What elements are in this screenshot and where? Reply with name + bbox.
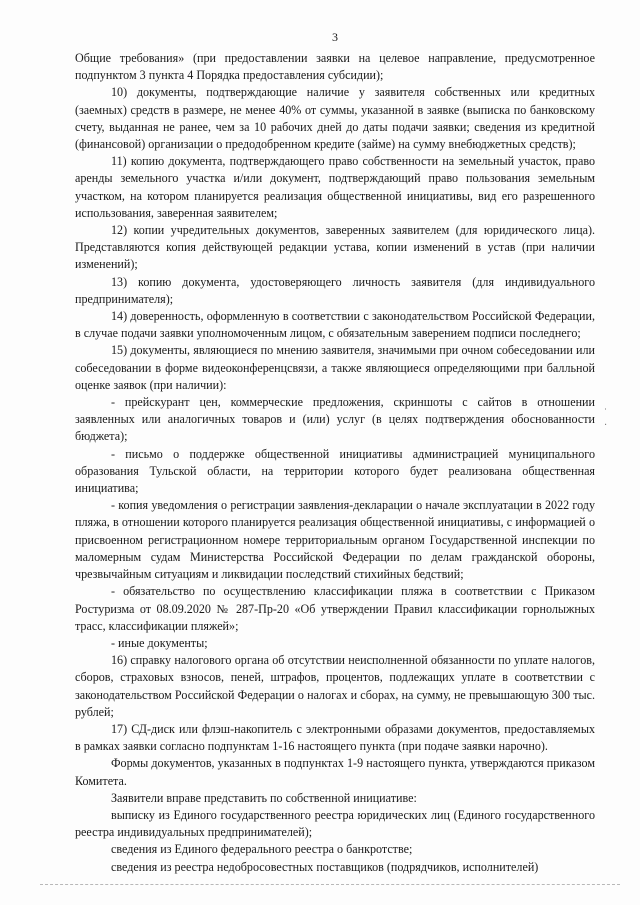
paragraph-item-11: 11) копию документа, подтверждающего право собственности на земельный участок, право аренды земельного участка и/или документ, подтверждающий право пользования земельным участком, на котором планируется реализация общественной инициативы, вид его разрешенного использования, заверенная заявителем; <box>75 154 595 220</box>
paragraph-item-17: 17) СД-диск или флэш-накопитель с электронными образами документов, предоставляемых в рамках заявки согласно подпунктам 1-16 настоящего пункта (при подаче заявки нарочно). <box>75 721 595 754</box>
paragraph-bankruptcy-register: сведения из Единого федерального реестра о банкротстве; <box>111 842 413 857</box>
page-number: 3 <box>332 30 338 44</box>
paragraph-sub-other-docs: - иные документы; <box>111 635 208 650</box>
paragraph-item-16: 16) справку налогового органа об отсутствии неисполненной обязанности по уплате налогов, сборов, страховых взносов, пеней, штрафов, процентов, подлежащих уплате в соответствии с законодательством Российской Федерации о налогах и сборах, на сумму, не превышающую 300 тыс. рублей; <box>75 653 595 719</box>
paragraph-item-14: 14) доверенность, оформленную в соответствии с законодательством Российской Федерации, в случае подачи заявки уполномоченным лицом, с обязательным заверением подписи последнего; <box>75 309 595 341</box>
paragraph-item-12: 12) копии учредительных документов, заверенных заявителем (для юридического лица). Представляются копия действующей редакции устава, копии изменений в устав (при наличии изменений); <box>75 223 595 272</box>
document-page <box>75 30 595 876</box>
scan-edge-noise <box>40 884 620 888</box>
paragraph-own-initiative: Заявители вправе представить по собственной инициативе: <box>111 790 417 805</box>
paragraph-sub-support-letter: - письмо о поддержке общественной инициативы администрацией муниципального образования Тульской области, на территории которого будет реализована общественная инициатива; <box>75 446 595 496</box>
paragraph-egrul-extract: выписку из Единого государственного реестра юридических лиц (Единого государственного реестра индивидуальных предпринимателей); <box>75 807 595 840</box>
paragraph-general-requirements: Общие требования» (при предоставлении заявки на целевое направление, предусмотренное подпунктом 3 пункта 4 Порядка предоставления субсидии); <box>75 51 595 83</box>
paragraph-sub-price-list: - прейскурант цен, коммерческие предложения, скриншоты с сайтов в отношении заявленных или аналогичных товаров и (или) услуг (в целях подтверждения обоснованности бюджета); <box>75 395 595 444</box>
paragraph-item-10: 10) документы, подтверждающие наличие у заявителя собственных или кредитных (заемных) средств в размере, не менее 40% от суммы, указанной в заявке (выписка по банковскому счету, выданная не ранее, чем за 10 рабочих дней до даты подачи заявки; сведения из кредитной (финансовой) организации о предодобренном кредите (займе) на сумму внебюджетных средств); <box>75 85 595 152</box>
paragraph-unfair-suppliers: сведения из реестра недобросовестных поставщиков (подрядчиков, исполнителей) <box>111 859 539 874</box>
paragraph-forms: Формы документов, указанных в подпунктах 1-9 настоящего пункта, утверждаются приказом Комитета. <box>75 756 595 788</box>
paragraph-sub-classification: - обязательство по осуществлению классификации пляжа в соответствии с Приказом Ростуризма от 08.09.2020 № 287-Пр-20 «Об утверждении Правил классификации горнолыжных трасс, классификации пляжей»; <box>75 584 595 633</box>
scan-artifact-mark: ˙ <box>603 408 608 419</box>
scan-artifact-mark: · <box>604 420 608 431</box>
paragraph-item-13: 13) копию документа, удостоверяющего личность заявителя (для индивидуального предпринимателя); <box>75 274 595 306</box>
paragraph-item-15: 15) документы, являющиеся по мнению заявителя, значимыми при очном собеседовании или собеседовании в форме видеоконференцсвязи, а также являющиеся определяющими при балльной оценке заявок (при наличии): <box>75 343 595 392</box>
paragraph-sub-beach-notice: - копия уведомления о регистрации заявления-декларации о начале эксплуатации в 2022 году пляжа, в отношении которого планируется реализация общественной инициативы, с информацией о присвоенном регистрационном номере территориальным органом Государственной инспекции по маломерным судам Министерства Российской Федерации по делам гражданской обороны, чрезвычайным ситуациям и ликвидации последствий стихийных бедствий; <box>75 498 595 582</box>
document-body <box>75 50 595 876</box>
